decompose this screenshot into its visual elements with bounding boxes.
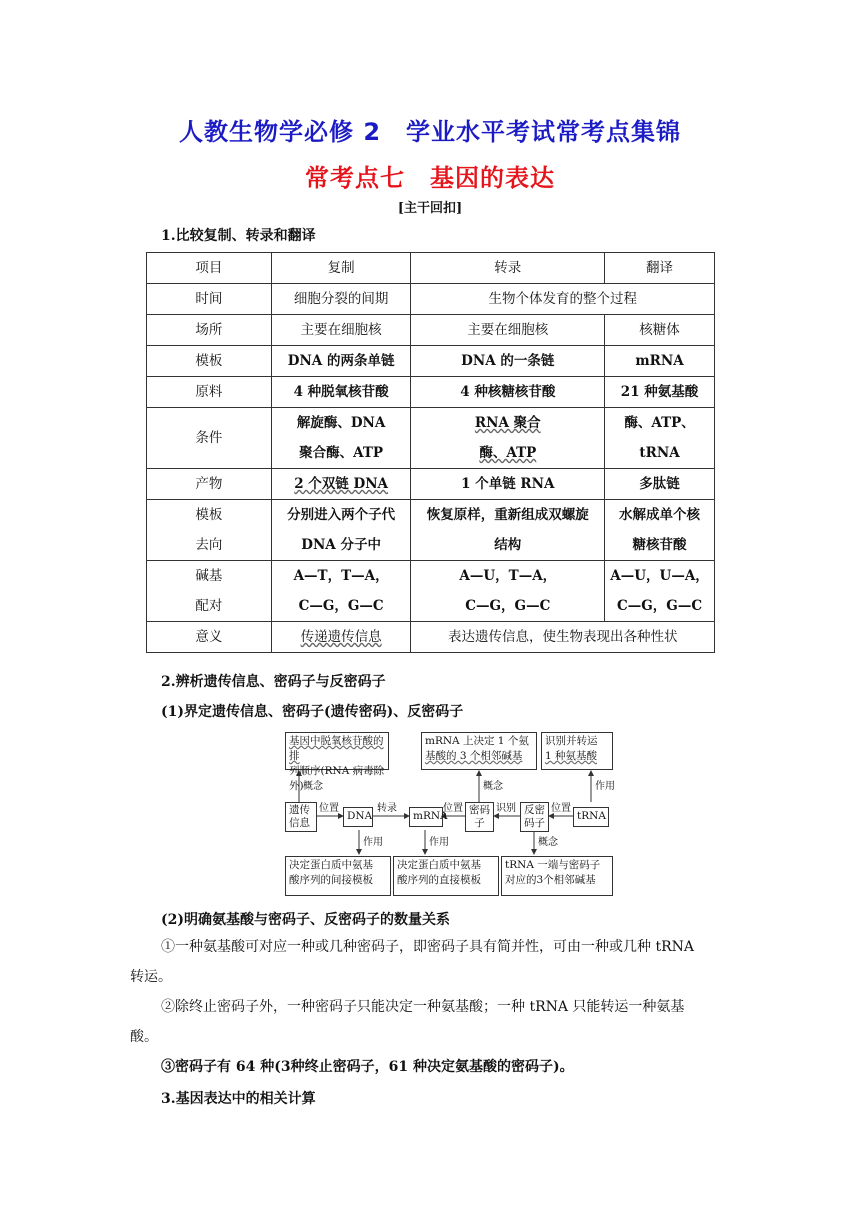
box-line: tRNA 一端与密码子 (505, 859, 601, 871)
cell-line: 结构 (494, 537, 522, 553)
table-cell: 4 种脱氧核苷酸 (271, 377, 411, 408)
box-direct-template (393, 856, 499, 896)
table-cell: 21 种氨基酸 (605, 377, 715, 408)
table-cell (411, 408, 605, 469)
cell-line: tRNA (639, 445, 680, 461)
table-row (147, 469, 715, 500)
table-cell (147, 500, 272, 561)
label-concept: 概念 (303, 781, 323, 792)
cell-line: 酶、ATP、 (624, 415, 695, 431)
table-cell: 多肽链 (605, 469, 715, 500)
label-recognize: 识别 (496, 803, 516, 814)
table-row (147, 377, 715, 408)
label-transcription: 转录 (377, 803, 397, 814)
subsection-1-heading: (1)界定遗传信息、密码子(遗传密码)、反密码子 (161, 704, 464, 720)
table-cell (605, 561, 715, 622)
box-line: 列顺序(RNA 病毒除外) (289, 765, 385, 792)
table-cell: 项目 (147, 253, 272, 284)
label-concept: 概念 (483, 781, 503, 792)
cell-line: 模板 (195, 507, 223, 523)
cell-line: 配对 (195, 598, 223, 614)
table-cell: 核糖体 (605, 315, 715, 346)
cell-line: 解旋酶、DNA (296, 415, 386, 431)
cell-line: A—U，T—A， (459, 568, 557, 584)
table-cell: 转录 (411, 253, 605, 284)
table-cell: 4 种核糖核苷酸 (411, 377, 605, 408)
table-cell: 表达遗传信息，使生物表现出各种性状 (411, 622, 715, 653)
table-cell: 传递遗传信息 (271, 622, 411, 653)
box-line: 决定蛋白质中氨基 (397, 859, 481, 871)
cell-line: 去向 (195, 537, 223, 553)
table-cell: 原料 (147, 377, 272, 408)
paragraph-3: ③密码子有 64 种(3种终止密码子，61 种决定氨基酸的密码子)。 (161, 1059, 574, 1075)
table-row (147, 622, 715, 653)
table-header-row (147, 253, 715, 284)
box-line: 码子 (524, 817, 545, 829)
table-cell: DNA 的一条链 (411, 346, 605, 377)
cell-line: DNA 分子中 (301, 537, 381, 553)
box-line: 决定蛋白质中氨基 (289, 859, 373, 871)
box-line: 对应的3个相邻碱基 (505, 874, 596, 886)
table-row (147, 284, 715, 315)
cell-line: RNA 聚合 (474, 415, 541, 431)
cell-line: C—G，G—C (298, 598, 384, 614)
section3-heading: 3.基因表达中的相关计算 (161, 1091, 316, 1107)
table-cell: 主要在细胞核 (411, 315, 605, 346)
node-anticodon (520, 802, 549, 832)
table-cell (271, 500, 411, 561)
cell-line: 碱基 (195, 568, 223, 584)
label-position: 位置 (443, 803, 463, 814)
table-cell (271, 561, 411, 622)
box-line: 反密 (524, 804, 545, 816)
box-line: 1 种氨基酸 (545, 750, 598, 762)
node-dna: DNA (343, 807, 373, 827)
box-line: 酸序列的间接模板 (289, 874, 373, 886)
table-cell (411, 561, 605, 622)
cell-line: 糖核苷酸 (632, 537, 687, 553)
table-row (147, 500, 715, 561)
table-cell: mRNA (605, 346, 715, 377)
cell-line: 聚合酶、ATP (299, 445, 384, 461)
node-trna: tRNA (573, 807, 609, 827)
label-position: 位置 (551, 803, 571, 814)
label-role: 作用 (363, 837, 383, 848)
box-codon-def (421, 732, 537, 770)
table-cell: 时间 (147, 284, 272, 315)
box-indirect-template (285, 856, 391, 896)
node-genetic-info (285, 802, 317, 832)
label-role: 作用 (429, 837, 449, 848)
table-cell: 2 个双链 DNA (271, 469, 411, 500)
table-cell: 细胞分裂的间期 (271, 284, 411, 315)
box-line: 遗传 (289, 804, 310, 816)
box-line: 识别并转运 (545, 735, 598, 747)
box-line: 酸序列的直接模板 (397, 874, 481, 886)
cell-line: 酶、ATP (479, 445, 537, 461)
box-line: mRNA 上决定 1 个氨 (425, 735, 529, 747)
label-concept: 概念 (538, 837, 558, 848)
table-cell: DNA 的两条单链 (271, 346, 411, 377)
cell-line: C—G，G—C (465, 598, 551, 614)
table-cell: 意义 (147, 622, 272, 653)
table-cell: 产物 (147, 469, 272, 500)
table-cell (605, 408, 715, 469)
box-line: 信息 (289, 817, 310, 829)
box-line: 子 (474, 817, 485, 829)
table-cell: 1 个单链 RNA (411, 469, 605, 500)
label-role: 作用 (595, 781, 615, 792)
box-anticodon-def (501, 856, 613, 896)
table-cell: 翻译 (605, 253, 715, 284)
node-mrna: mRNA (409, 807, 443, 827)
section1-heading: 1.比较复制、转录和翻译 (161, 228, 316, 244)
label-position: 位置 (319, 803, 339, 814)
document-title: 人教生物学必修 2 学业水平考试常考点集锦 (178, 118, 682, 146)
cell-line: A—T，T—A， (293, 568, 389, 584)
table-row (147, 561, 715, 622)
paragraph-1-line-2: 转运。 (130, 969, 172, 985)
table-cell: 复制 (271, 253, 411, 284)
paragraph-2-line-2: 酸。 (130, 1029, 158, 1045)
section2-heading: 2.辨析遗传信息、密码子与反密码子 (161, 674, 386, 690)
cell-line: 水解成单个核 (619, 507, 701, 523)
table-cell (411, 500, 605, 561)
cell-line: 恢复原样，重新组成双螺旋 (426, 507, 589, 523)
table-cell: 模板 (147, 346, 272, 377)
table-row (147, 346, 715, 377)
table-cell: 场所 (147, 315, 272, 346)
table-cell: 主要在细胞核 (271, 315, 411, 346)
comparison-table (146, 252, 715, 653)
cell-line: 分别进入两个子代 (287, 507, 396, 523)
table-row (147, 408, 715, 469)
table-cell (605, 500, 715, 561)
node-codon (465, 802, 494, 832)
box-line: 密码 (469, 804, 490, 816)
document-subtitle: 常考点七 基因的表达 (305, 164, 555, 192)
subsection-2-heading: (2)明确氨基酸与密码子、反密码子的数量关系 (161, 912, 450, 928)
cell-line: A—U，U—A， (610, 568, 709, 584)
table-cell (147, 561, 272, 622)
concept-diagram (285, 732, 615, 898)
table-cell (271, 408, 411, 469)
box-line: 基酸的 3 个相邻碱基 (425, 750, 523, 762)
table-cell: 生物个体发育的整个过程 (411, 284, 715, 315)
box-trna-role (541, 732, 613, 770)
box-line: 基因中脱氧核苷酸的排 (289, 735, 384, 762)
paragraph-1-line-1: ①一种氨基酸可对应一种或几种密码子，即密码子具有简并性，可由一种或几种 tRNA (161, 939, 694, 955)
cell-line: C—G，G—C (617, 598, 703, 614)
table-row (147, 315, 715, 346)
paragraph-2-line-1: ②除终止密码子外，一种密码子只能决定一种氨基酸；一种 tRNA 只能转运一种氨基 (161, 999, 685, 1015)
section-tag: [主干回扣] (397, 201, 463, 216)
table-cell: 条件 (147, 408, 272, 469)
